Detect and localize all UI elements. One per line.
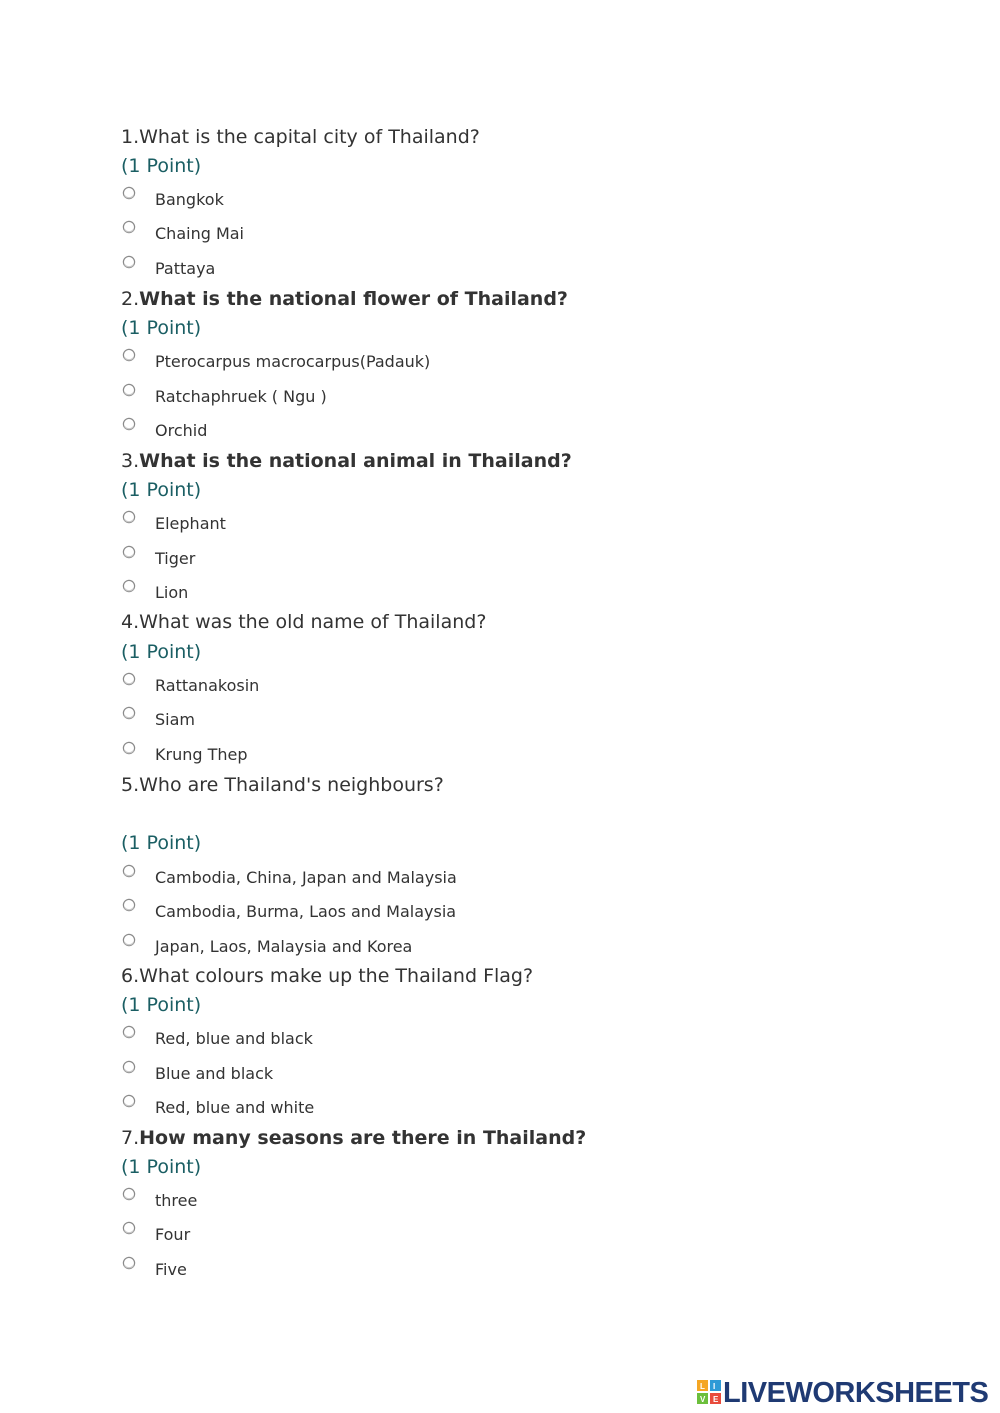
question-6-option-1[interactable]: Red, blue and black — [122, 1024, 622, 1050]
radio-icon[interactable] — [122, 219, 136, 233]
radio-icon[interactable] — [122, 185, 136, 199]
question-6-option-2[interactable]: Blue and black — [122, 1059, 622, 1085]
radio-icon[interactable] — [122, 932, 136, 946]
radio-icon[interactable] — [122, 671, 136, 685]
radio-icon[interactable] — [122, 254, 136, 268]
radio-icon[interactable] — [122, 544, 136, 558]
question-2-option-3[interactable]: Orchid — [122, 416, 622, 442]
question-6-option-3[interactable]: Red, blue and white — [122, 1093, 622, 1119]
svg-text:L: L — [700, 1382, 705, 1391]
question-5-points: (1 Point) — [121, 832, 202, 854]
question-1-title: 1.What is the capital city of Thailand? — [121, 126, 480, 148]
radio-icon[interactable] — [122, 1220, 136, 1234]
question-3-points: (1 Point) — [121, 479, 202, 501]
question-1-option-1[interactable]: Bangkok — [122, 185, 622, 211]
question-2-title: 2.What is the national flower of Thailand? — [121, 288, 568, 310]
question-7-title: 7.How many seasons are there in Thailand? — [121, 1127, 587, 1149]
question-5-option-2[interactable]: Cambodia, Burma, Laos and Malaysia — [122, 897, 622, 923]
question-2-option-1[interactable]: Pterocarpus macrocarpus(Padauk) — [122, 347, 622, 373]
question-5-option-1[interactable]: Cambodia, China, Japan and Malaysia — [122, 863, 622, 889]
question-5-option-3[interactable]: Japan, Laos, Malaysia and Korea — [122, 932, 622, 958]
svg-text:I: I — [713, 1382, 716, 1391]
question-4-option-3[interactable]: Krung Thep — [122, 740, 622, 766]
question-3-option-3[interactable]: Lion — [122, 578, 622, 604]
radio-icon[interactable] — [122, 1024, 136, 1038]
liveworksheets-logo-icon — [697, 1380, 721, 1404]
question-7-option-1[interactable]: three — [122, 1186, 622, 1212]
radio-icon[interactable] — [122, 416, 136, 430]
question-3-option-2[interactable]: Tiger — [122, 544, 622, 570]
svg-text:E: E — [713, 1395, 719, 1404]
question-4-title: 4.What was the old name of Thailand? — [121, 611, 487, 633]
question-7-option-2[interactable]: Four — [122, 1220, 622, 1246]
radio-icon[interactable] — [122, 897, 136, 911]
question-2-points: (1 Point) — [121, 317, 202, 339]
question-3-option-1[interactable]: Elephant — [122, 509, 622, 535]
question-4-points: (1 Point) — [121, 641, 202, 663]
radio-icon[interactable] — [122, 1255, 136, 1269]
radio-icon[interactable] — [122, 863, 136, 877]
radio-icon[interactable] — [122, 705, 136, 719]
question-3-title: 3.What is the national animal in Thailand? — [121, 450, 572, 472]
question-1-option-2[interactable]: Chaing Mai — [122, 219, 622, 245]
radio-icon[interactable] — [122, 1093, 136, 1107]
radio-icon[interactable] — [122, 1059, 136, 1073]
radio-icon[interactable] — [122, 740, 136, 754]
question-4-option-2[interactable]: Siam — [122, 705, 622, 731]
question-4-option-1[interactable]: Rattanakosin — [122, 671, 622, 697]
question-6-title: 6.What colours make up the Thailand Flag? — [121, 965, 534, 987]
question-1-points: (1 Point) — [121, 155, 202, 177]
radio-icon[interactable] — [122, 347, 136, 361]
liveworksheets-logo — [697, 1376, 997, 1410]
question-7-points: (1 Point) — [121, 1156, 202, 1178]
radio-icon[interactable] — [122, 382, 136, 396]
radio-icon[interactable] — [122, 1186, 136, 1200]
radio-icon[interactable] — [122, 509, 136, 523]
logo-text: LIVEWORKSHEETS — [723, 1377, 989, 1409]
question-6-points: (1 Point) — [121, 994, 202, 1016]
radio-icon[interactable] — [122, 578, 136, 592]
question-2-option-2[interactable]: Ratchaphruek ( Ngu ) — [122, 382, 622, 408]
question-5-title: 5.Who are Thailand's neighbours? — [121, 774, 444, 796]
svg-text:V: V — [700, 1395, 706, 1404]
question-1-option-3[interactable]: Pattaya — [122, 254, 622, 280]
question-7-option-3[interactable]: Five — [122, 1255, 622, 1281]
